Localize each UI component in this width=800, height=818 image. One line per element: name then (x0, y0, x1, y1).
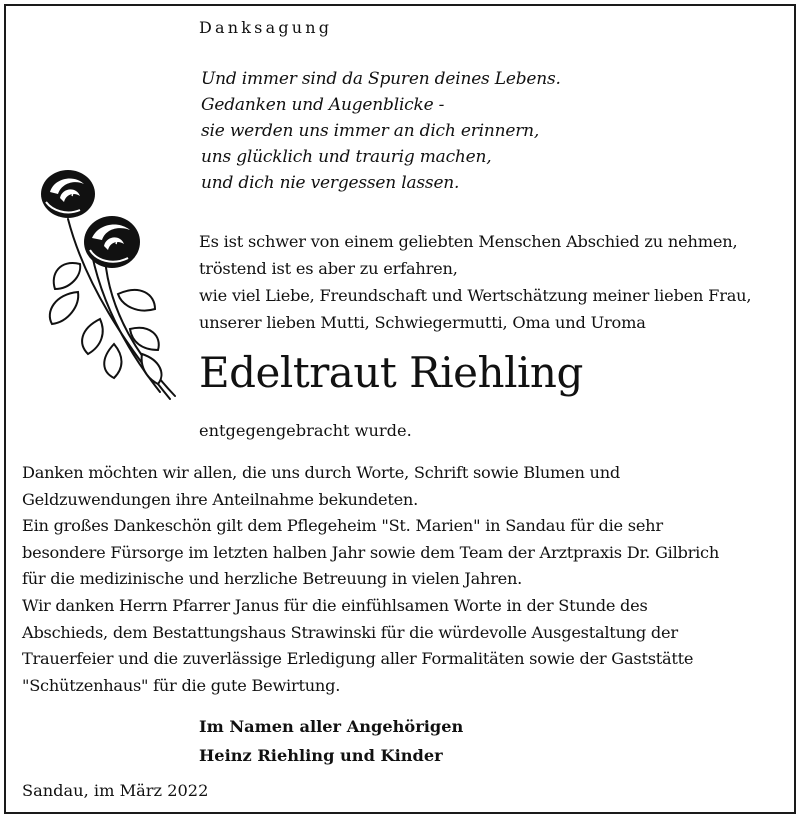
thanks-line: besondere Fürsorge im letzten halben Jahr sowie dem Team der Arztpraxis Dr. Gilbrich (22, 542, 720, 562)
place-date: Sandau, im März 2022 (22, 781, 209, 800)
intro-line: tröstend ist es aber zu erfahren, (199, 259, 458, 278)
thanks-line: Trauerfeier und die zuverlässige Erledigung aller Formalitäten sowie der Gaststätte (22, 649, 694, 669)
poem-line: Gedanken und Augenblicke - (201, 95, 445, 115)
poem-line: Und immer sind da Spuren deines Lebens. (201, 69, 561, 89)
poem-line: und dich nie vergessen lassen. (201, 173, 460, 193)
deceased-name: Edeltraut Riehling (199, 348, 583, 397)
intro-text (199, 228, 751, 336)
thanks-line: für die medizinische und herzliche Betreuung in vielen Jahren. (22, 569, 523, 589)
signature-line: Heinz Riehling und Kinder (199, 746, 443, 765)
intro-line: unserer lieben Mutti, Schwiegermutti, Oma und Uroma (199, 313, 646, 332)
signature (199, 712, 463, 770)
poem-line: uns glücklich und traurig machen, (201, 147, 492, 167)
intro-line: Es ist schwer von einem geliebten Menschen Abschied zu nehmen, (199, 232, 738, 251)
notice-title: Danksagung (199, 18, 333, 37)
signature-line: Im Namen aller Angehörigen (199, 717, 464, 736)
poem (201, 66, 561, 196)
intro-line: wie viel Liebe, Freundschaft und Wertschätzung meiner lieben Frau, (199, 286, 752, 305)
thanks-line: Ein großes Dankeschön gilt dem Pflegeheim "St. Marien" in Sandau für die sehr (22, 516, 663, 536)
thanks-line: Geldzuwendungen ihre Anteilnahme bekundeten. (22, 489, 418, 509)
after-name-text: entgegengebracht wurde. (199, 421, 412, 440)
thanks-line: Abschieds, dem Bestattungshaus Strawinski für die würdevolle Ausgestaltung der (22, 622, 678, 642)
thanks-line: "Schützenhaus" für die gute Bewirtung. (22, 675, 341, 695)
thanks-line: Danken möchten wir allen, die uns durch Worte, Schrift sowie Blumen und (22, 463, 621, 482)
poem-line: sie werden uns immer an dich erinnern, (201, 121, 540, 141)
obituary-notice (4, 4, 796, 814)
thanks-text (22, 460, 719, 699)
thanks-line: Wir danken Herrn Pfarrer Janus für die einfühlsamen Worte in der Stunde des (22, 595, 648, 615)
roses-illustration (30, 164, 190, 404)
